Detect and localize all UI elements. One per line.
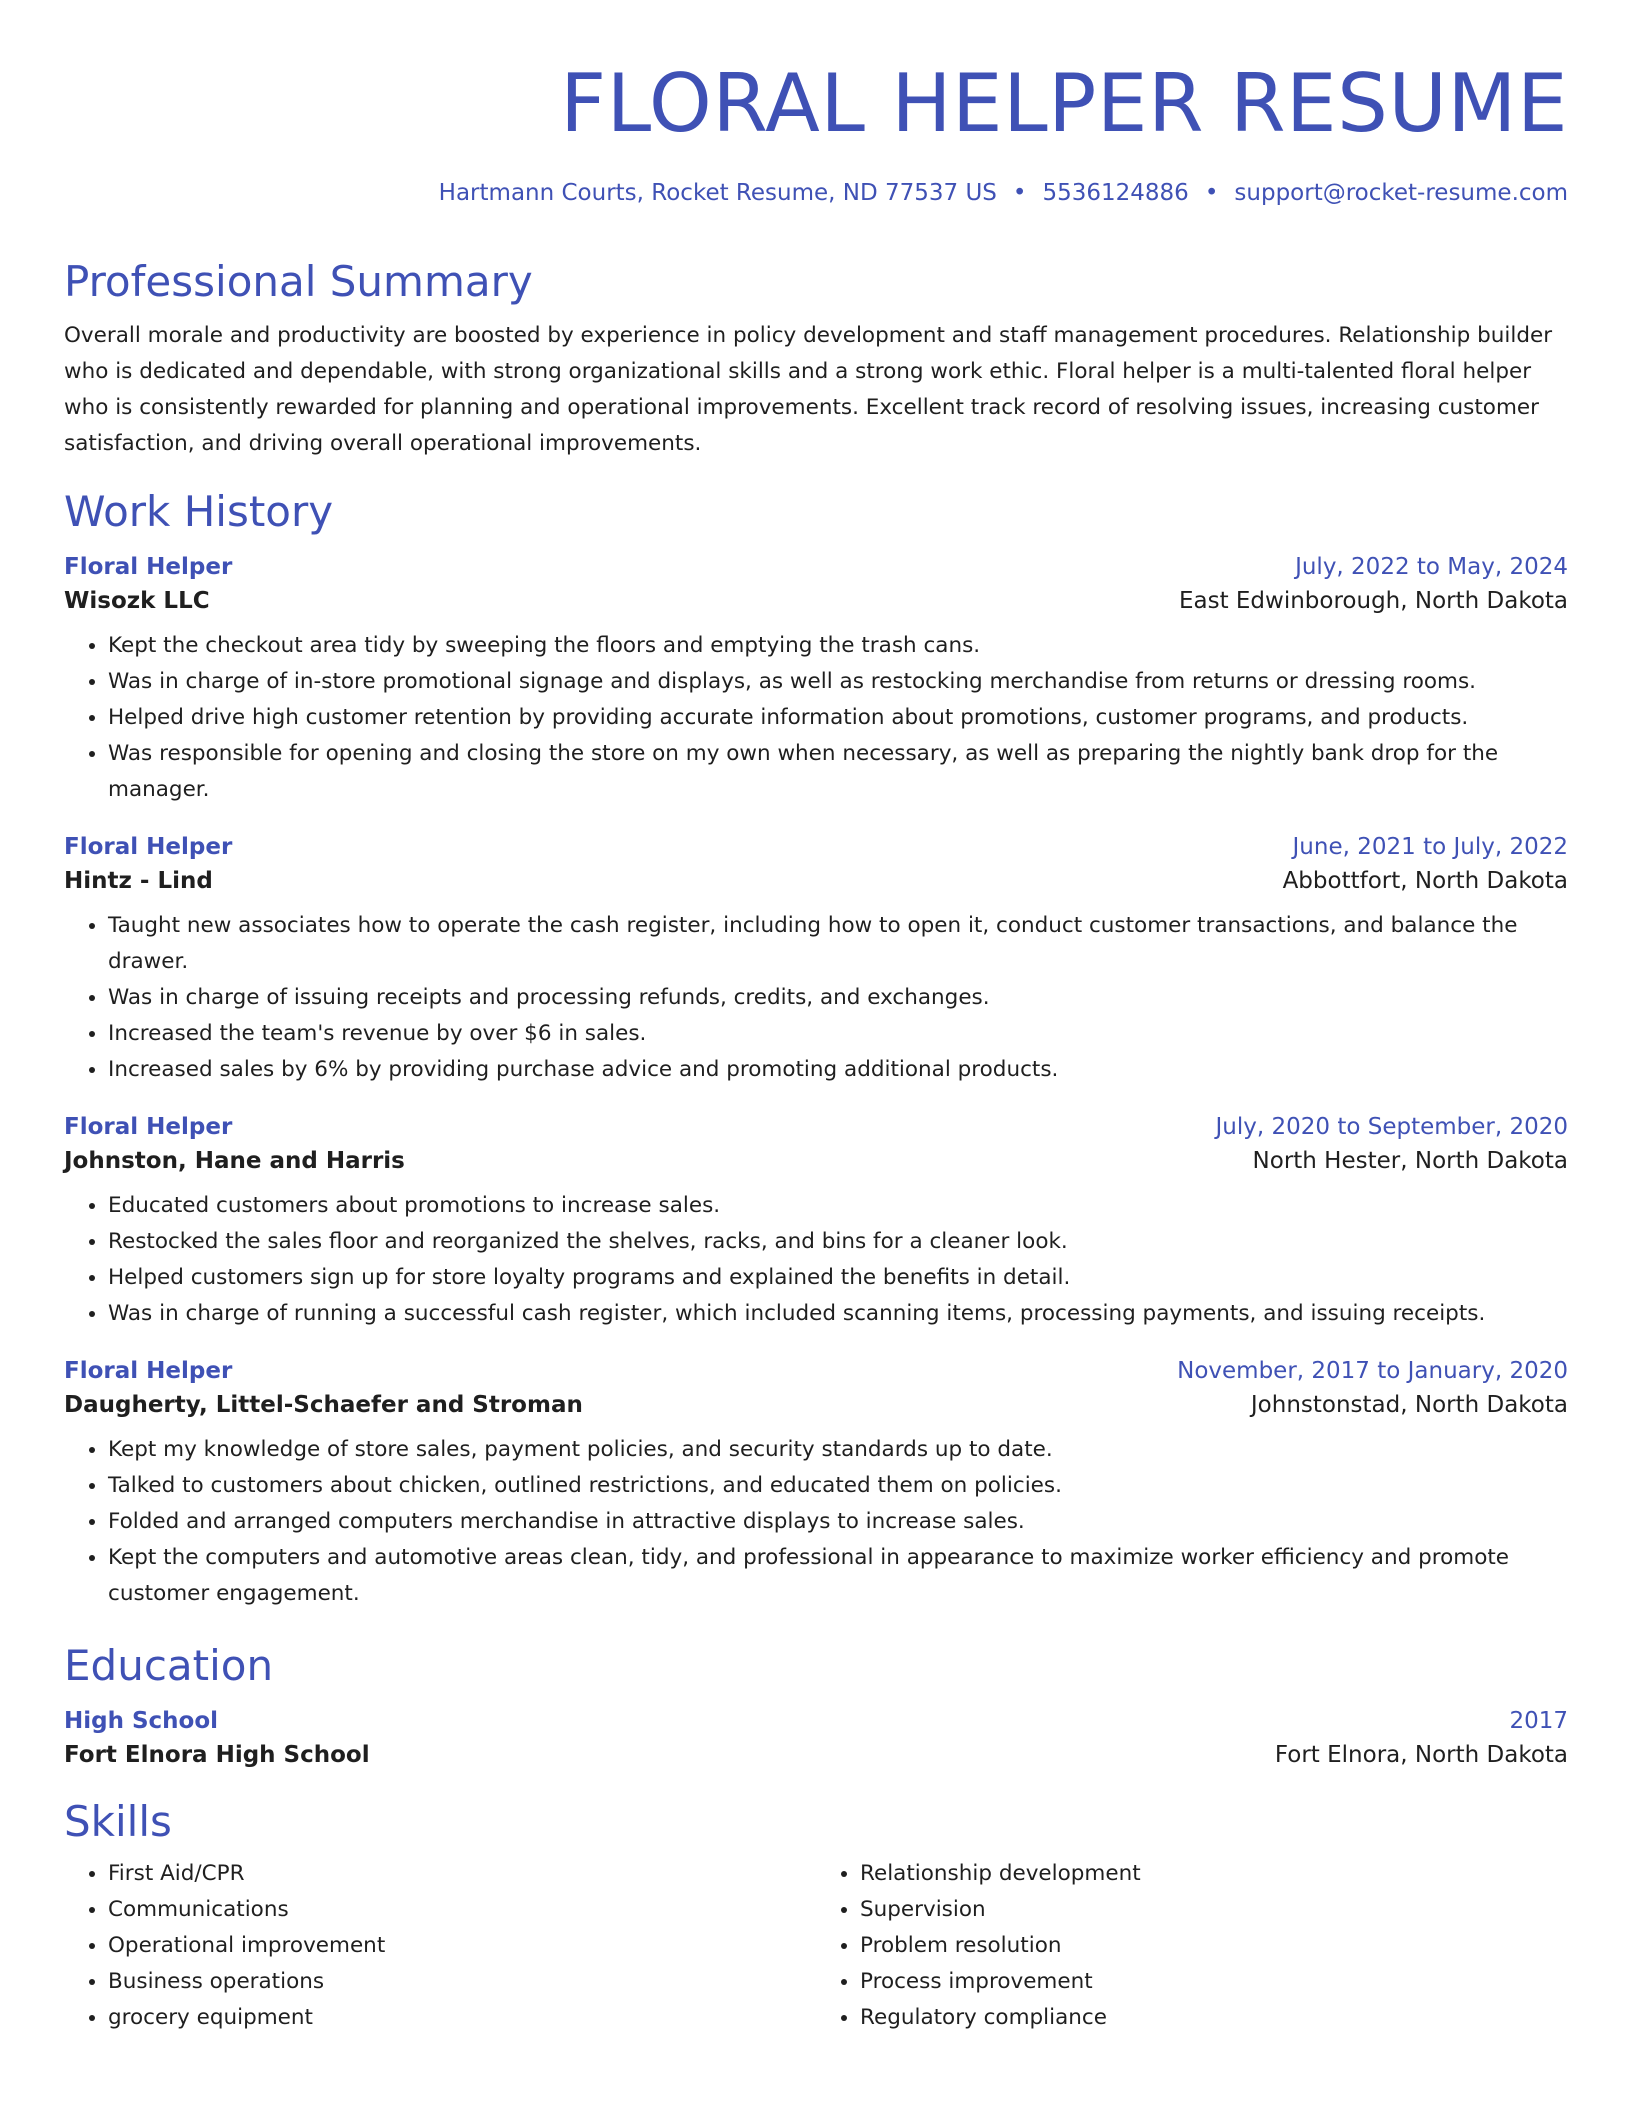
education-degree: High School [64,1708,219,1734]
contact-email: support@rocket-resume.com [1234,180,1568,206]
job-location: Johnstonstad, North Dakota [1250,1392,1568,1418]
list-item: • Was in charge of running a successful cash register, which included scanning items, processing payments, and issuing receipts. [108,1296,1568,1332]
list-item: • Supervision [860,1892,1568,1928]
job-entry [64,1358,1568,1612]
skills-section [64,1794,1568,2036]
job-role: Floral Helper [64,554,233,580]
list-item: • Kept the checkout area tidy by sweeping the floors and emptying the trash cans. [108,628,1568,664]
job-role: Floral Helper [64,1358,233,1384]
summary-section [64,254,1568,462]
list-item: • Increased sales by 6% by providing purchase advice and promoting additional products. [108,1052,1568,1088]
contact-line [64,180,1568,206]
work-section [64,484,1568,1612]
summary-text: Overall morale and productivity are boosted by experience in policy development and staff management procedures. Relationship builder who is dedicated and dependable, with strong organizational skills and a strong work ethic. Floral helper is a multi-talented floral helper who is consistently rewarded for planning and operational improvements. Excellent track record of resolving issues, increasing customer satisfaction, and driving overall operational improvements. [64,323,1553,456]
job-entry [64,1114,1568,1332]
job-dates: November, 2017 to January, 2020 [1177,1358,1568,1384]
job-bullets [64,628,1568,808]
list-item: • Communications [108,1892,816,1928]
list-item: • Folded and arranged computers merchandise in attractive displays to increase sales. [108,1504,1568,1540]
job-company-row [64,588,1568,614]
list-item: • Regulatory compliance [860,2000,1568,2036]
list-item: • Helped customers sign up for store loyalty programs and explained the benefits in detail. [108,1260,1568,1296]
job-header-row [64,554,1568,580]
section-title-skills: Skills [64,1797,172,1846]
job-company: Wisozk LLC [64,588,210,614]
list-item: • Taught new associates how to operate the cash register, including how to open it, conduct customer transactions, and balance the drawer. [108,908,1568,980]
resume-header [64,0,1568,206]
list-item: • Restocked the sales floor and reorganized the shelves, racks, and bins for a cleaner look. [108,1224,1568,1260]
job-company-row [64,1392,1568,1418]
list-item: • Operational improvement [108,1928,816,1964]
job-company-row [64,1148,1568,1174]
job-location: East Edwinborough, North Dakota [1178,588,1568,614]
contact-address: Hartmann Courts, Rocket Resume, ND 77537 US [438,180,997,206]
education-section [64,1638,1568,1768]
job-location: Abbottfort, North Dakota [1282,868,1568,894]
education-header-row [64,1708,1568,1734]
job-entry [64,554,1568,808]
job-header-row [64,834,1568,860]
job-dates: June, 2021 to July, 2022 [1292,834,1568,860]
job-bullets [64,1188,1568,1332]
job-company: Johnston, Hane and Harris [64,1148,405,1174]
job-bullets [64,1432,1568,1612]
job-role: Floral Helper [64,1114,233,1140]
job-dates: July, 2020 to September, 2020 [1215,1114,1568,1140]
list-item: • First Aid/CPR [108,1856,816,1892]
list-item: • Educated customers about promotions to increase sales. [108,1188,1568,1224]
job-dates: July, 2022 to May, 2024 [1295,554,1568,580]
contact-phone: 5536124886 [1042,180,1189,206]
skills-list-left [64,1856,816,2036]
list-item: • Process improvement [860,1964,1568,2000]
list-item: • Kept the computers and automotive areas clean, tidy, and professional in appearance to maximize worker efficiency and promote customer engagement. [108,1540,1568,1612]
section-title-education: Education [64,1641,274,1690]
job-role: Floral Helper [64,834,233,860]
education-school-row [64,1742,1568,1768]
job-company-row [64,868,1568,894]
education-location: Fort Elnora, North Dakota [1274,1742,1568,1768]
education-school: Fort Elnora High School [64,1742,370,1768]
list-item: • Increased the team's revenue by over $6 in sales. [108,1016,1568,1052]
list-item: • Was in charge of in-store promotional signage and displays, as well as restocking merchandise from returns or dressing rooms. [108,664,1568,700]
section-title-summary: Professional Summary [64,257,533,306]
list-item: • Was in charge of issuing receipts and processing refunds, credits, and exchanges. [108,980,1568,1016]
list-item: • grocery equipment [108,2000,816,2036]
contact-separator: • [1204,180,1219,206]
job-header-row [64,1358,1568,1384]
list-item: • Kept my knowledge of store sales, payment policies, and security standards up to date. [108,1432,1568,1468]
list-item: • Talked to customers about chicken, outlined restrictions, and educated them on policies. [108,1468,1568,1504]
list-item: • Was responsible for opening and closing the store on my own when necessary, as well as preparing the nightly bank drop for the manager. [108,736,1568,808]
job-bullets [64,908,1568,1088]
job-location: North Hester, North Dakota [1252,1148,1568,1174]
education-year: 2017 [1509,1708,1568,1734]
section-title-work: Work History [64,487,334,536]
job-company: Daugherty, Littel-Schaefer and Stroman [64,1392,583,1418]
job-company: Hintz - Lind [64,868,213,894]
resume-title: FLORAL HELPER RESUME [560,57,1568,150]
list-item: • Relationship development [860,1856,1568,1892]
job-header-row [64,1114,1568,1140]
skills-columns [64,1850,1568,2036]
list-item: • Problem resolution [860,1928,1568,1964]
skills-list-right [816,1856,1568,2036]
list-item: • Helped drive high customer retention by providing accurate information about promotions, customer programs, and products. [108,700,1568,736]
job-entry [64,834,1568,1088]
list-item: • Business operations [108,1964,816,2000]
contact-separator: • [1012,180,1027,206]
